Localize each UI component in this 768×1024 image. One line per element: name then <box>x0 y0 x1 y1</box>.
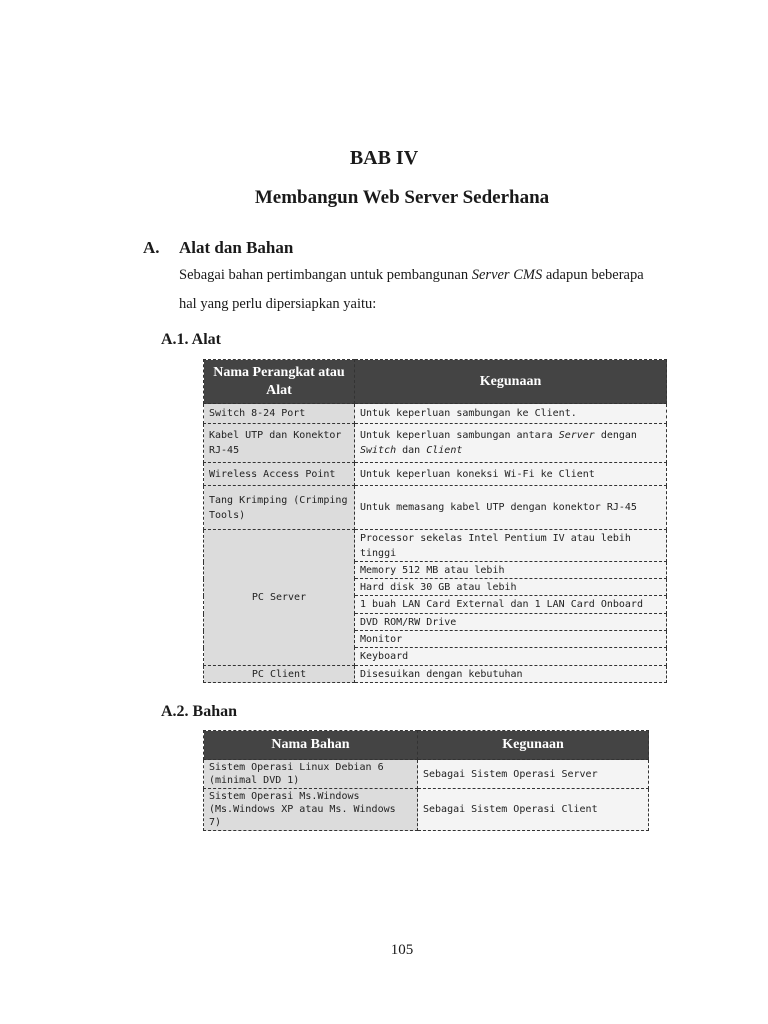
section-letter: A. <box>143 238 160 257</box>
subsection-bahan: A.2. Bahan <box>161 703 238 720</box>
table-row <box>204 789 649 831</box>
intro-text: Sebagai bahan pertimbangan untuk pembangunan <box>179 267 472 283</box>
table-row <box>204 666 667 683</box>
intro-line-1 <box>179 267 644 284</box>
use-italic: Client <box>426 445 463 456</box>
header-use: Kegunaan <box>418 731 649 760</box>
table-row <box>204 404 667 424</box>
material-use: Sebagai Sistem Operasi Client <box>418 789 649 831</box>
material-name: Sistem Operasi Linux Debian 6 (minimal DVD 1) <box>204 760 418 789</box>
pc-client-use: Disesuikan dengan kebutuhan <box>355 666 667 683</box>
tool-name: Tang Krimping (Crimping Tools) <box>204 486 355 530</box>
use-text: dengan <box>594 430 637 441</box>
tool-use <box>355 424 667 463</box>
tools-table <box>203 359 667 683</box>
material-use: Sebagai Sistem Operasi Server <box>418 760 649 789</box>
pc-server-spec: Monitor <box>355 631 667 648</box>
pc-server-spec: 1 buah LAN Card External dan 1 LAN Card Onboard <box>355 596 667 614</box>
tool-name: Wireless Access Point <box>204 463 355 486</box>
material-name: Sistem Operasi Ms.Windows (Ms.Windows XP atau Ms. Windows 7) <box>204 789 418 831</box>
materials-table <box>203 730 649 831</box>
table-row <box>204 486 667 530</box>
table-row <box>204 530 667 562</box>
use-italic: Server <box>558 430 595 441</box>
intro-text: adapun beberapa <box>542 267 644 283</box>
pc-server-spec: DVD ROM/RW Drive <box>355 614 667 631</box>
table-row <box>204 760 649 789</box>
tool-use: Untuk memasang kabel UTP dengan konektor RJ-45 <box>355 486 667 530</box>
pc-server-spec: Processor sekelas Intel Pentium IV atau lebih tinggi <box>355 530 667 562</box>
intro-italic: Server CMS <box>471 267 543 283</box>
tool-name: Kabel UTP dan Konektor RJ-45 <box>204 424 355 463</box>
header-use: Kegunaan <box>355 360 667 404</box>
pc-client-name: PC Client <box>204 666 355 683</box>
pc-server-spec: Keyboard <box>355 648 667 666</box>
use-italic: Switch <box>360 445 397 456</box>
use-text: Untuk keperluan sambungan antara <box>360 430 559 441</box>
header-name: Nama Perangkat atau Alat <box>204 360 355 404</box>
page-number: 105 <box>390 942 414 958</box>
use-text: dan <box>396 445 427 456</box>
tool-name: Switch 8-24 Port <box>204 404 355 424</box>
tool-use: Untuk keperluan koneksi Wi-Fi ke Client <box>355 463 667 486</box>
table-header-row <box>204 731 649 760</box>
pc-server-spec: Memory 512 MB atau lebih <box>355 562 667 579</box>
table-row <box>204 463 667 486</box>
tool-use: Untuk keperluan sambungan ke Client. <box>355 404 667 424</box>
pc-server-spec: Hard disk 30 GB atau lebih <box>355 579 667 596</box>
chapter-number: BAB IV <box>349 147 419 169</box>
table-row <box>204 424 667 463</box>
intro-line-2: hal yang perlu dipersiapkan yaitu: <box>179 296 377 312</box>
header-name: Nama Bahan <box>204 731 418 760</box>
chapter-title: Membangun Web Server Sederhana <box>254 187 550 208</box>
pc-server-name: PC Server <box>204 530 355 666</box>
subsection-alat: A.1. Alat <box>161 331 221 348</box>
section-title: Alat dan Bahan <box>179 238 294 257</box>
table-header-row <box>204 360 667 404</box>
